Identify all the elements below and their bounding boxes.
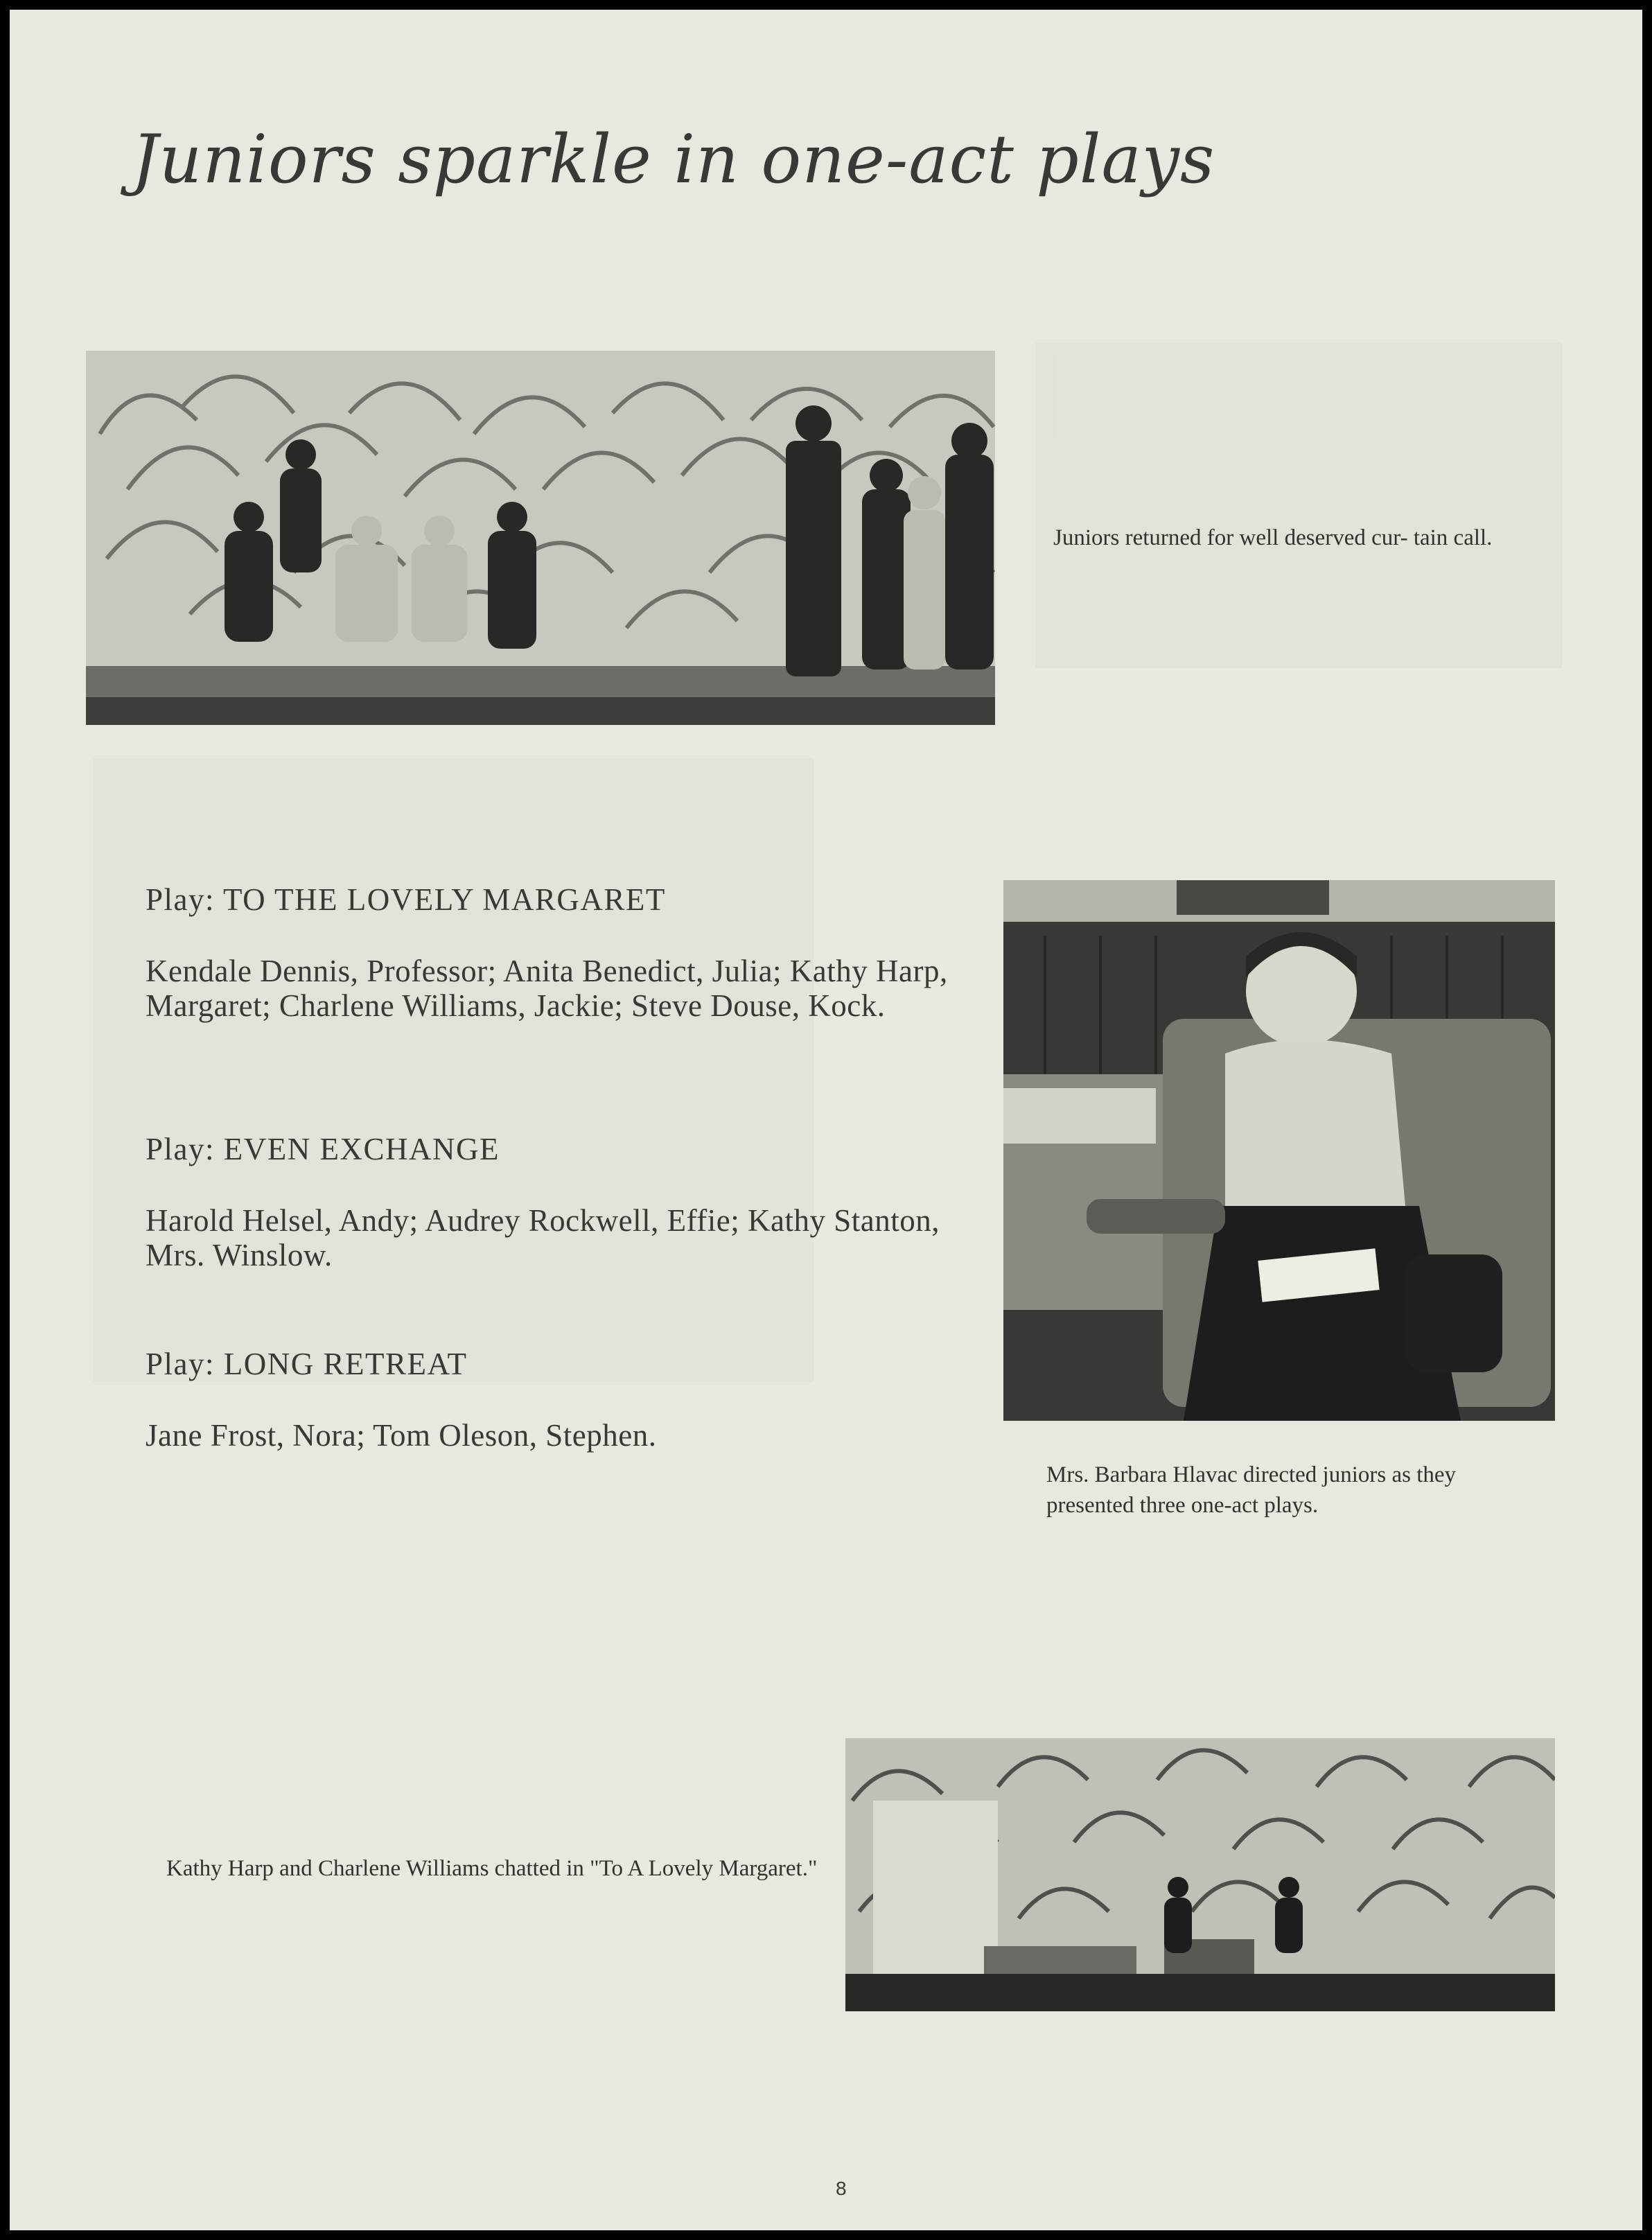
- play-cast: Harold Helsel, Andy; Audrey Rockwell, Effie; Kathy Stanton, Mrs. Winslow.: [146, 1203, 940, 1272]
- page-number: 8: [836, 2178, 847, 2199]
- curtain-call-image: [86, 351, 995, 725]
- yearbook-page: [10, 10, 1642, 2230]
- bleed-through-shadow: [1035, 342, 1562, 668]
- play-cast: Kendale Dennis, Professor; Anita Benedict, Julia; Kathy Harp, Margaret; Charlene Williams, Jackie; Steve Douse, Kock.: [146, 954, 948, 1023]
- curtain-call-caption: Juniors returned for well deserved cur- tain call.: [1053, 525, 1493, 550]
- page-title: Juniors sparkle in one-act plays: [132, 121, 1215, 198]
- bleed-through-shadow: [93, 758, 814, 1382]
- stage-scene-image: [845, 1738, 1555, 2011]
- play-cast: Jane Frost, Nora; Tom Oleson, Stephen.: [146, 1418, 657, 1453]
- play-heading: Play: LONG RETREAT: [146, 1347, 468, 1381]
- play-heading: Play: EVEN EXCHANGE: [146, 1132, 500, 1166]
- director-image: [1003, 880, 1555, 1421]
- play-heading: Play: TO THE LOVELY MARGARET: [146, 882, 666, 917]
- director-caption: Mrs. Barbara Hlavac directed juniors as they presented three one-act plays.: [1046, 1462, 1457, 1518]
- stage-scene-caption: Kathy Harp and Charlene Williams chatted in "To A Lovely Margaret.": [166, 1856, 818, 1881]
- director-photo: [1003, 880, 1555, 1421]
- stage-scene-photo: [845, 1738, 1555, 2011]
- curtain-call-photo: [86, 351, 995, 725]
